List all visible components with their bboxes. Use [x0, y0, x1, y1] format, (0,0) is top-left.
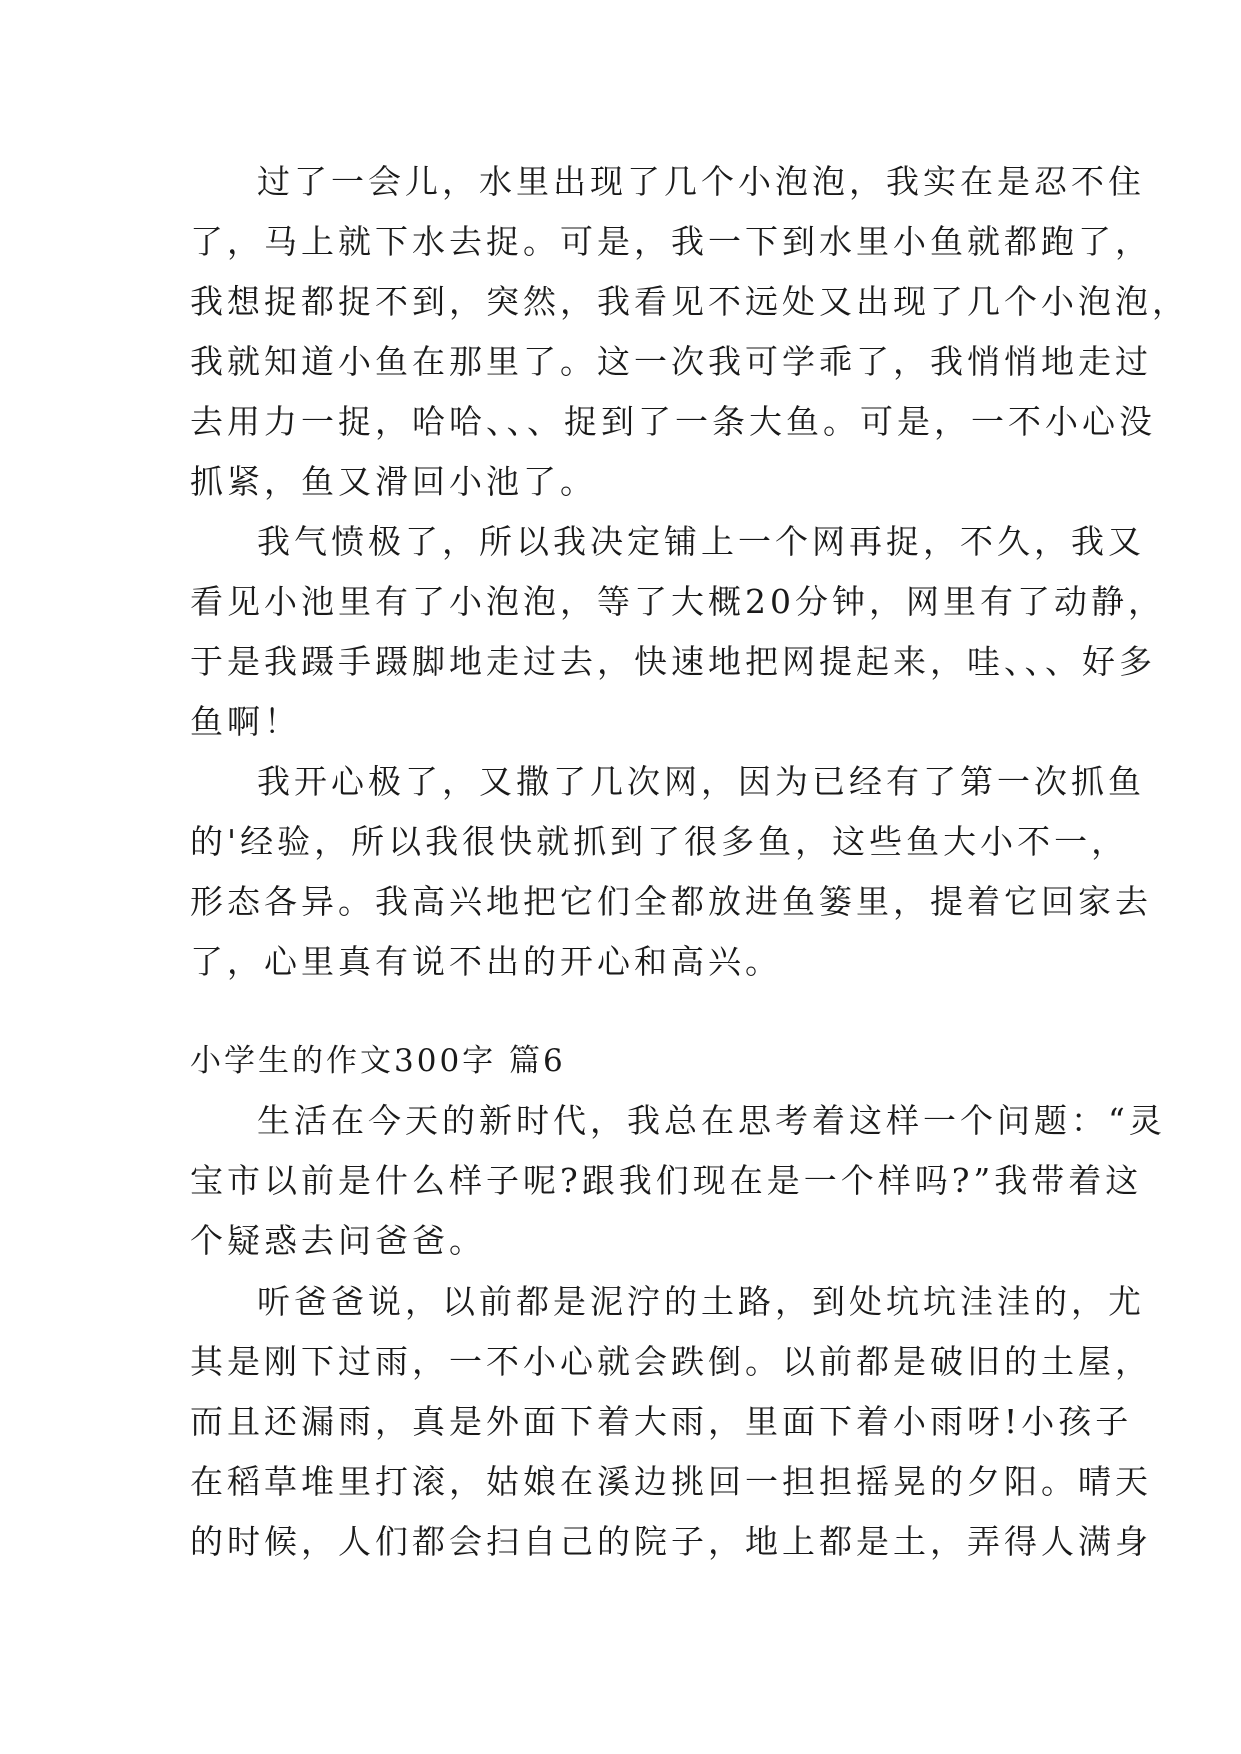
paragraph-line: 去用力一捉，哈哈、、、捉到了一条大鱼。可是，一不小心没 — [190, 402, 1156, 441]
paragraph-line: 生活在今天的新时代，我总在思考着这样一个问题：“灵 — [257, 1101, 1166, 1140]
paragraph-line: 看见小池里有了小泡泡，等了大概20分钟，网里有了动静， — [190, 582, 1165, 621]
paragraph-line: 的时候，人们都会扫自己的院子，地上都是土，弄得人满身 — [190, 1522, 1152, 1561]
paragraph-line: 我开心极了，又撒了几次网，因为已经有了第一次抓鱼 — [257, 762, 1145, 801]
paragraph-line: 个疑惑去问爸爸。 — [190, 1221, 486, 1260]
paragraph-line: 了，心里真有说不出的开心和高兴。 — [190, 942, 782, 981]
paragraph-line: 宝市以前是什么样子呢?跟我们现在是一个样吗?”我带着这 — [190, 1161, 1143, 1200]
paragraph-line: 鱼啊！ — [190, 702, 301, 741]
paragraph-line: 于是我蹑手蹑脚地走过去，快速地把网提起来，哇、、、好多 — [190, 642, 1156, 681]
paragraph-line: 我就知道小鱼在那里了。这一次我可学乖了，我悄悄地走过 — [190, 342, 1152, 381]
paragraph-line: 形态各异。我高兴地把它们全都放进鱼篓里，提着它回家去 — [190, 882, 1152, 921]
paragraph-line: 抓紧，鱼又滑回小池了。 — [190, 462, 597, 501]
paragraph-line: 过了一会儿，水里出现了几个小泡泡，我实在是忍不住 — [257, 162, 1145, 201]
paragraph-line: 而且还漏雨，真是外面下着大雨，里面下着小雨呀!小孩子 — [190, 1402, 1133, 1441]
paragraph-line: 了，马上就下水去捉。可是，我一下到水里小鱼就都跑了， — [190, 222, 1152, 261]
paragraph-line: 在稻草堆里打滚，姑娘在溪边挑回一担担摇晃的夕阳。晴天 — [190, 1462, 1152, 1501]
paragraph-line: 的'经验，所以我很快就抓到了很多鱼，这些鱼大小不一， — [190, 822, 1129, 861]
section-heading: 小学生的作文300字 篇6 — [190, 1043, 566, 1079]
paragraph-line: 我气愤极了，所以我决定铺上一个网再捉，不久，我又 — [257, 522, 1145, 561]
paragraph-line: 听爸爸说，以前都是泥泞的土路，到处坑坑洼洼的，尤 — [257, 1282, 1145, 1321]
paragraph-line: 其是刚下过雨，一不小心就会跌倒。以前都是破旧的土屋， — [190, 1342, 1152, 1381]
paragraph-line: 我想捉都捉不到，突然，我看见不远处又出现了几个小泡泡， — [190, 282, 1189, 321]
